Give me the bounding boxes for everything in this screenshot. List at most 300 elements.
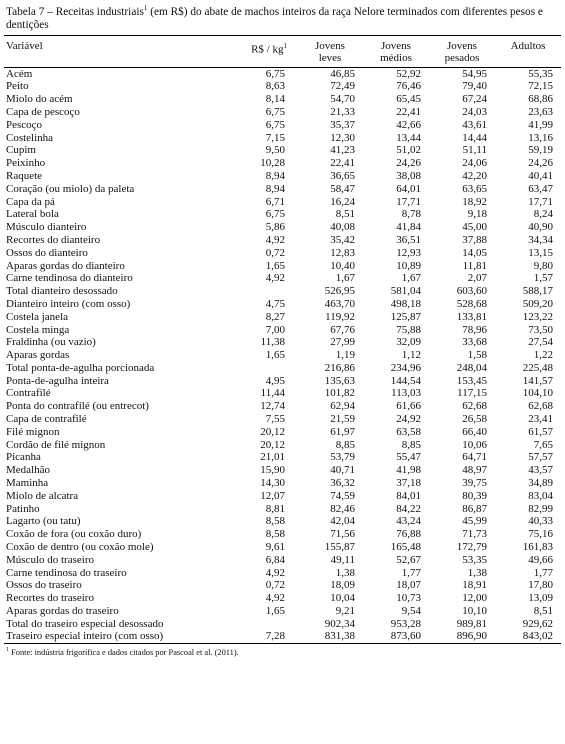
cell-jovens-medios: 61,66	[396, 400, 421, 413]
cell-jovens-medios: 873,60	[390, 630, 421, 643]
cell-price: 20,12	[260, 438, 285, 451]
cell-jovens-medios: 76,88	[396, 528, 421, 541]
table-row	[4, 234, 561, 247]
cell-jovens-medios: 51,02	[396, 144, 421, 157]
cell-price: 6,75	[265, 118, 285, 131]
cell-variavel: Coxão de fora (ou coxão duro)	[6, 528, 142, 541]
cell-price: 8,27	[265, 310, 285, 323]
cell-price: 7,00	[265, 323, 285, 336]
cell-jovens-medios: 41,84	[396, 221, 421, 234]
cell-jovens-medios: 10,89	[396, 259, 421, 272]
header-jovens-pesados	[429, 35, 495, 67]
cell-jovens-pesados: 42,20	[462, 169, 487, 182]
cell-adultos: 9,80	[533, 259, 553, 272]
cell-adultos: 123,22	[522, 310, 553, 323]
cell-jovens-medios: 76,46	[396, 80, 421, 93]
cell-adultos: 62,68	[528, 400, 553, 413]
cell-adultos: 161,83	[522, 541, 553, 554]
cell-price: 11,44	[260, 387, 285, 400]
table-row	[4, 630, 561, 643]
cell-jovens-medios: 17,71	[396, 195, 421, 208]
cell-jovens-pesados: 18,92	[462, 195, 487, 208]
cell-jovens-leves: 58,47	[330, 182, 355, 195]
cell-variavel: Recortes do dianteiro	[6, 233, 101, 246]
cell-jovens-pesados: 54,95	[462, 67, 487, 80]
table-row	[4, 490, 561, 503]
cell-adultos: 34,89	[528, 477, 553, 490]
cell-jovens-medios: 13,44	[396, 131, 421, 144]
cell-jovens-leves: 41,23	[330, 144, 355, 157]
cell-jovens-pesados: 53,35	[462, 553, 487, 566]
table-row	[4, 259, 561, 272]
cell-variavel: Capa de pescoço	[6, 105, 80, 118]
cell-jovens-leves: 1,38	[335, 566, 355, 579]
cell-jovens-pesados: 45,99	[462, 515, 487, 528]
cell-price: 0,72	[265, 579, 285, 592]
cell-adultos: 72,15	[528, 80, 553, 93]
cell-price: 12,74	[260, 400, 285, 413]
cell-variavel: Ossos do dianteiro	[6, 246, 88, 259]
cell-jovens-leves: 1,67	[335, 272, 355, 285]
cell-jovens-medios: 32,09	[396, 336, 421, 349]
cell-adultos: 225,48	[522, 361, 553, 374]
cell-price: 4,92	[265, 566, 285, 579]
header-adultos	[495, 35, 561, 67]
cell-jovens-leves: 27,99	[330, 336, 355, 349]
footnote-text: Fonte: indústria frigorífica e dados citados por Pascoal et al. (2011).	[9, 647, 239, 657]
cell-adultos: 61,57	[528, 425, 553, 438]
cell-adultos: 141,57	[522, 374, 553, 387]
cell-jovens-pesados: 9,18	[467, 208, 487, 221]
cell-price: 6,84	[265, 553, 285, 566]
cell-price: 21,01	[260, 451, 285, 464]
cell-jovens-leves: 42,04	[330, 515, 355, 528]
cell-jovens-medios: 12,93	[396, 246, 421, 259]
cell-jovens-leves: 67,76	[330, 323, 355, 336]
cell-adultos: 8,24	[533, 208, 553, 221]
cell-variavel: Costela janela	[6, 310, 69, 323]
cell-jovens-medios: 41,98	[396, 464, 421, 477]
cell-variavel: Coração (ou miolo) da paleta	[6, 182, 135, 195]
cell-jovens-leves: 62,94	[330, 400, 355, 413]
table-row	[4, 592, 561, 605]
cell-variavel: Capa da pá	[6, 195, 55, 208]
cell-jovens-pesados: 66,40	[462, 425, 487, 438]
cell-jovens-pesados: 528,68	[456, 297, 487, 310]
cell-variavel: Traseiro especial inteiro (com osso)	[6, 630, 164, 643]
cell-price: 6,75	[265, 105, 285, 118]
cell-price: 7,55	[265, 413, 285, 426]
cell-jovens-leves: 1,19	[335, 349, 355, 362]
cell-jovens-medios: 498,18	[390, 297, 421, 310]
cell-variavel: Peito	[6, 80, 29, 93]
cell-variavel: Músculo do traseiro	[6, 553, 94, 566]
cell-jovens-leves: 119,92	[325, 310, 355, 323]
cell-variavel: Cupim	[6, 144, 36, 157]
table-row	[4, 247, 561, 260]
table-row	[4, 67, 561, 80]
cell-jovens-leves: 40,08	[330, 221, 355, 234]
table-row	[4, 131, 561, 144]
table-row	[4, 195, 561, 208]
cell-jovens-leves: 72,49	[330, 80, 355, 93]
cell-jovens-pesados: 33,68	[462, 336, 487, 349]
table-row	[4, 605, 561, 618]
table-row	[4, 515, 561, 528]
cell-variavel: Carne tendinosa do dianteiro	[6, 272, 133, 285]
cell-jovens-pesados: 45,00	[462, 221, 487, 234]
cell-jovens-pesados: 2,07	[467, 272, 487, 285]
cell-jovens-pesados: 51,11	[462, 144, 487, 157]
cell-adultos: 49,66	[528, 553, 553, 566]
cell-jovens-medios: 144,54	[390, 374, 421, 387]
cell-jovens-leves: 18,09	[330, 579, 355, 592]
cell-jovens-medios: 125,87	[390, 310, 421, 323]
table-row	[4, 208, 561, 221]
cell-jovens-medios: 52,67	[396, 553, 421, 566]
cell-jovens-medios: 84,22	[396, 502, 421, 515]
cell-jovens-medios: 63,58	[396, 425, 421, 438]
cell-jovens-leves: 9,21	[335, 605, 355, 618]
cell-jovens-pesados: 1,38	[467, 566, 487, 579]
cell-jovens-pesados: 14,05	[462, 246, 487, 259]
cell-jovens-pesados: 79,40	[462, 80, 487, 93]
cell-jovens-leves: 155,87	[324, 541, 355, 554]
cell-jovens-pesados: 1,58	[467, 349, 487, 362]
cell-jovens-medios: 42,66	[396, 118, 421, 131]
cell-price: 1,65	[265, 349, 285, 362]
cell-price: 11,38	[260, 336, 285, 349]
cell-adultos: 40,41	[528, 169, 553, 182]
cell-jovens-medios: 84,01	[396, 489, 421, 502]
cell-price: 9,61	[265, 541, 285, 554]
cell-variavel: Contrafilé	[6, 387, 51, 400]
cell-variavel: Maminha	[6, 477, 49, 490]
cell-adultos: 63,47	[528, 182, 553, 195]
cell-variavel: Ossos do traseiro	[6, 579, 82, 592]
cell-variavel: Medalhão	[6, 464, 50, 477]
table-row	[4, 618, 561, 631]
table-row	[4, 349, 561, 362]
cell-jovens-pesados: 10,10	[462, 605, 487, 618]
cell-jovens-leves: 526,95	[324, 285, 355, 298]
cell-jovens-medios: 18,07	[396, 579, 421, 592]
cell-jovens-leves: 101,82	[324, 387, 355, 400]
cell-price: 1,65	[265, 605, 285, 618]
cell-jovens-medios: 1,12	[401, 349, 421, 362]
cell-variavel: Total do traseiro especial desossado	[6, 617, 164, 630]
cell-jovens-leves: 71,56	[330, 528, 355, 541]
table-row	[4, 183, 561, 196]
cell-price: 9,50	[265, 144, 285, 157]
cell-variavel: Aparas gordas	[6, 349, 70, 362]
table-row	[4, 426, 561, 439]
table-row	[4, 93, 561, 106]
cell-variavel: Peixinho	[6, 157, 46, 170]
cell-adultos: 83,04	[528, 489, 553, 502]
table-row	[4, 157, 561, 170]
cell-jovens-pesados: 117,15	[457, 387, 487, 400]
cell-adultos: 509,20	[522, 297, 553, 310]
cell-variavel: Miolo de alcatra	[6, 489, 79, 502]
cell-jovens-leves: 10,04	[330, 592, 355, 605]
cell-jovens-leves: 463,70	[324, 297, 355, 310]
cell-adultos: 8,51	[533, 605, 553, 618]
cell-price: 4,92	[265, 592, 285, 605]
cell-variavel: Capa de contrafilé	[6, 413, 87, 426]
cell-jovens-pesados: 172,79	[456, 541, 487, 554]
cell-jovens-medios: 52,92	[396, 67, 421, 80]
cell-variavel: Filé mignon	[6, 425, 60, 438]
cell-price: 4,95	[265, 374, 285, 387]
cell-jovens-medios: 8,85	[401, 438, 421, 451]
table-row	[4, 451, 561, 464]
cell-jovens-leves: 902,34	[324, 617, 355, 630]
header-jovens-leves-line2: leves	[318, 51, 342, 64]
cell-jovens-medios: 36,51	[396, 233, 421, 246]
cell-jovens-pesados: 67,24	[462, 93, 487, 106]
table-row	[4, 170, 561, 183]
cell-jovens-medios: 9,54	[401, 605, 421, 618]
cell-adultos: 1,77	[533, 566, 553, 579]
cell-adultos: 13,15	[528, 246, 553, 259]
table-row	[4, 298, 561, 311]
cell-variavel: Lateral bola	[6, 208, 59, 221]
cell-price: 8,94	[265, 169, 285, 182]
cell-price: 1,65	[265, 259, 285, 272]
cell-jovens-leves: 135,63	[324, 374, 355, 387]
header-jovens-medios-line2: médios	[380, 51, 412, 64]
table-footnote	[6, 645, 561, 658]
caption-suffix: (em R$) do abate de machos inteiros da raça Nelore terminados com diferentes pesos e dentições	[6, 5, 543, 31]
cell-price: 12,07	[260, 489, 285, 502]
cell-variavel: Fraldinha (ou vazio)	[6, 336, 96, 349]
cell-price: 6,75	[265, 208, 285, 221]
header-jovens-medios	[363, 35, 429, 67]
footnote-marker: 1	[6, 646, 9, 653]
cell-jovens-medios: 581,04	[390, 285, 421, 298]
cell-jovens-pesados: 80,39	[462, 489, 487, 502]
caption-prefix: Tabela 7 – Receitas industriais	[6, 5, 144, 18]
cell-variavel: Costelinha	[6, 131, 54, 144]
cell-jovens-pesados: 989,81	[456, 617, 487, 630]
cell-jovens-pesados: 153,45	[456, 374, 487, 387]
cell-price: 15,90	[260, 464, 285, 477]
cell-jovens-medios: 37,18	[396, 477, 421, 490]
cell-adultos: 13,16	[528, 131, 553, 144]
cell-jovens-pesados: 14,44	[462, 131, 487, 144]
cell-price	[234, 362, 297, 375]
table-header	[4, 35, 561, 67]
header-jovens-leves	[297, 35, 363, 67]
cell-variavel: Total ponta-de-agulha porcionada	[6, 361, 155, 374]
cell-adultos: 59,19	[528, 144, 553, 157]
header-jovens-pesados-line1: Jovens	[447, 39, 477, 52]
cell-variavel: Total dianteiro desossado	[6, 285, 118, 298]
cell-jovens-medios: 113,03	[391, 387, 421, 400]
cell-adultos: 27,54	[528, 336, 553, 349]
cell-jovens-leves: 40,71	[330, 464, 355, 477]
cell-jovens-leves: 35,37	[330, 118, 355, 131]
cell-jovens-medios: 10,73	[396, 592, 421, 605]
cell-jovens-medios: 65,45	[396, 93, 421, 106]
cell-jovens-medios: 22,41	[396, 105, 421, 118]
cell-jovens-medios: 24,92	[396, 413, 421, 426]
table-row	[4, 106, 561, 119]
cell-jovens-leves: 12,30	[330, 131, 355, 144]
cell-price: 5,86	[265, 221, 285, 234]
cell-jovens-medios: 8,78	[401, 208, 421, 221]
cell-jovens-pesados: 37,88	[462, 233, 487, 246]
cell-jovens-pesados: 71,73	[462, 528, 487, 541]
table-row	[4, 375, 561, 388]
cell-adultos: 43,57	[528, 464, 553, 477]
header-price-label: R$ / kg	[251, 43, 284, 56]
cell-adultos: 7,65	[533, 438, 553, 451]
table-row	[4, 579, 561, 592]
cell-jovens-pesados: 248,04	[456, 361, 487, 374]
cell-adultos: 40,90	[528, 221, 553, 234]
cell-adultos: 1,57	[533, 272, 553, 285]
cell-price: 8,14	[265, 93, 285, 106]
cell-price: 6,75	[265, 67, 285, 80]
cell-variavel: Músculo dianteiro	[6, 221, 87, 234]
cell-jovens-leves: 36,32	[330, 477, 355, 490]
cell-price	[234, 618, 297, 631]
cell-variavel: Pescoço	[6, 118, 43, 131]
cell-jovens-leves: 8,51	[335, 208, 355, 221]
table-row	[4, 528, 561, 541]
cell-adultos: 41,99	[528, 118, 553, 131]
cell-variavel: Picanha	[6, 451, 41, 464]
cell-variavel: Lagarto (ou tatu)	[6, 515, 81, 528]
cell-adultos: 57,57	[528, 451, 553, 464]
table-row	[4, 541, 561, 554]
table-body	[4, 67, 561, 643]
cell-variavel: Patinho	[6, 502, 40, 515]
cell-variavel: Raquete	[6, 169, 43, 182]
cell-price: 7,28	[265, 630, 285, 643]
cell-jovens-leves: 35,42	[330, 233, 355, 246]
cell-jovens-medios: 1,77	[401, 566, 421, 579]
table-row	[4, 438, 561, 451]
cell-variavel: Coxão de dentro (ou coxão mole)	[6, 541, 154, 554]
cell-price: 4,75	[265, 297, 285, 310]
cell-jovens-pesados: 78,96	[462, 323, 487, 336]
header-price-footnote-marker: 1	[283, 41, 287, 50]
cell-jovens-leves: 21,33	[330, 105, 355, 118]
cell-jovens-leves: 82,46	[330, 502, 355, 515]
cell-jovens-leves: 12,83	[330, 246, 355, 259]
cell-adultos: 68,86	[528, 93, 553, 106]
table-row	[4, 566, 561, 579]
header-variavel-label: Variável	[6, 39, 43, 52]
table-row	[4, 311, 561, 324]
cell-jovens-pesados: 10,06	[462, 438, 487, 451]
cell-jovens-leves: 21,59	[330, 413, 355, 426]
cell-price: 8,63	[265, 80, 285, 93]
cell-jovens-pesados: 896,90	[456, 630, 487, 643]
cell-jovens-leves: 10,40	[330, 259, 355, 272]
cell-adultos: 55,35	[528, 67, 553, 80]
cell-jovens-pesados: 24,06	[462, 157, 487, 170]
cell-adultos: 24,26	[528, 157, 553, 170]
cell-price: 10,28	[260, 157, 285, 170]
cell-adultos: 13,09	[528, 592, 553, 605]
cell-price: 8,58	[265, 528, 285, 541]
cell-variavel: Carne tendinosa do traseiro	[6, 566, 127, 579]
cell-price	[234, 285, 297, 298]
table-row	[4, 554, 561, 567]
cell-jovens-pesados: 18,91	[462, 579, 487, 592]
cell-adultos: 104,10	[522, 387, 553, 400]
cell-jovens-leves: 54,70	[330, 93, 355, 106]
cell-variavel: Miolo do acém	[6, 93, 73, 106]
cell-jovens-pesados: 24,03	[462, 105, 487, 118]
header-jovens-leves-line1: Jovens	[315, 39, 345, 52]
table-row	[4, 400, 561, 413]
cell-jovens-pesados: 62,68	[462, 400, 487, 413]
cell-adultos: 75,16	[528, 528, 553, 541]
caption-footnote-marker: 1	[143, 4, 148, 12]
cell-price: 4,92	[265, 233, 285, 246]
cell-adultos: 929,62	[522, 617, 553, 630]
cell-jovens-pesados: 26,58	[462, 413, 487, 426]
table-caption	[6, 2, 561, 32]
cell-jovens-pesados: 43,61	[462, 118, 487, 131]
cell-jovens-medios: 55,47	[396, 451, 421, 464]
cell-adultos: 17,71	[528, 195, 553, 208]
cell-price: 8,94	[265, 182, 285, 195]
cell-jovens-leves: 216,86	[324, 361, 355, 374]
cell-price: 8,58	[265, 515, 285, 528]
cell-adultos: 23,63	[528, 105, 553, 118]
cell-adultos: 73,50	[528, 323, 553, 336]
cell-price: 7,15	[265, 131, 285, 144]
cell-adultos: 843,02	[522, 630, 553, 643]
table-row	[4, 323, 561, 336]
cell-jovens-pesados: 603,60	[456, 285, 487, 298]
table-row	[4, 464, 561, 477]
table-row	[4, 285, 561, 298]
cell-variavel: Acém	[6, 67, 33, 80]
cell-jovens-pesados: 133,81	[456, 310, 487, 323]
cell-jovens-leves: 831,38	[324, 630, 355, 643]
cell-price: 6,71	[265, 195, 285, 208]
cell-adultos: 82,99	[528, 502, 553, 515]
cell-variavel: Aparas gordas do traseiro	[6, 605, 119, 618]
cell-jovens-pesados: 11,81	[462, 259, 487, 272]
cell-jovens-medios: 234,96	[390, 361, 421, 374]
table-row	[4, 413, 561, 426]
cell-variavel: Ponta-de-agulha inteira	[6, 374, 109, 387]
cell-jovens-medios: 24,26	[396, 157, 421, 170]
table-row	[4, 272, 561, 285]
cell-jovens-medios: 1,67	[401, 272, 421, 285]
cell-jovens-leves: 49,11	[330, 553, 355, 566]
cell-variavel: Recortes do traseiro	[6, 592, 94, 605]
header-row	[4, 35, 561, 67]
cell-adultos: 34,34	[528, 233, 553, 246]
cell-price: 14,30	[260, 477, 285, 490]
cell-jovens-pesados: 39,75	[462, 477, 487, 490]
cell-jovens-pesados: 86,87	[462, 502, 487, 515]
cell-jovens-leves: 16,24	[330, 195, 355, 208]
cell-variavel: Cordão de filé mignon	[6, 438, 106, 451]
header-jovens-pesados-line2: pesados	[444, 51, 480, 64]
header-price	[234, 35, 297, 67]
cell-adultos: 17,80	[528, 579, 553, 592]
